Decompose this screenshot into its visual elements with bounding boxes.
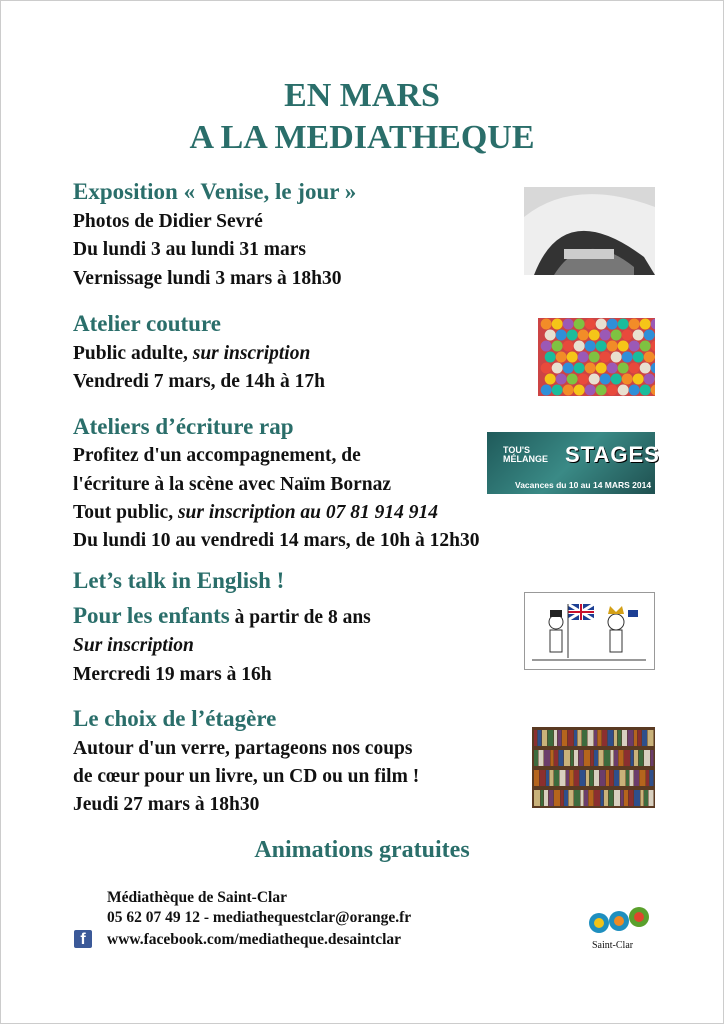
button-dot	[607, 341, 618, 352]
book-spine	[601, 790, 604, 806]
button-dot	[563, 385, 574, 396]
button-dot	[545, 330, 556, 341]
button-dot	[596, 385, 607, 396]
book-spine	[629, 790, 634, 806]
button-dot	[611, 352, 622, 363]
button-dot	[607, 363, 618, 374]
book-spine	[569, 790, 574, 806]
button-dot	[600, 352, 611, 363]
event-line: Du lundi 10 au vendredi 14 mars, de 10h à 12h30	[73, 530, 480, 551]
book-spine	[589, 790, 594, 806]
button-dot	[640, 385, 651, 396]
book-spine	[534, 730, 537, 746]
event-heading-english: Let’s talk in English !	[73, 568, 285, 593]
book-spine	[534, 770, 539, 786]
book-spine	[586, 770, 589, 786]
button-dot	[596, 341, 607, 352]
button-dot	[640, 341, 651, 352]
button-dot	[563, 319, 574, 330]
button-dot	[545, 352, 556, 363]
book-spine	[562, 730, 567, 746]
event-line: Pour les enfants à partir de 8 ans	[73, 603, 371, 628]
book-spine	[551, 750, 554, 766]
book-spine	[644, 790, 648, 806]
book-spine	[544, 750, 550, 766]
book-spine	[566, 770, 569, 786]
book-spine	[624, 790, 628, 806]
event-line: de cœur pour un livre, un CD ou un film !	[73, 766, 420, 787]
book-spine	[544, 790, 548, 806]
button-dot	[596, 319, 607, 330]
event-line: Tout public, sur inscription au 07 81 914 914	[73, 502, 439, 523]
book-spine	[594, 750, 598, 766]
button-dot	[552, 341, 563, 352]
book-spine	[631, 750, 634, 766]
button-dot	[629, 363, 640, 374]
book-spine	[581, 790, 584, 806]
button-dot	[585, 363, 596, 374]
button-dot	[600, 330, 611, 341]
book-spine	[640, 770, 646, 786]
button-dot	[585, 341, 596, 352]
button-dot	[629, 319, 640, 330]
book-spine	[546, 770, 549, 786]
book-spine	[604, 790, 608, 806]
button-dot	[618, 341, 629, 352]
event-line: Jeudi 27 mars à 18h30	[73, 794, 260, 815]
book-spine	[550, 770, 554, 786]
button-dot	[618, 319, 629, 330]
button-dot	[589, 374, 600, 385]
book-spine	[534, 750, 538, 766]
button-dot	[567, 352, 578, 363]
button-dot	[585, 319, 596, 330]
saint-clar-logo	[585, 903, 655, 937]
book-spine	[649, 790, 654, 806]
book-spine	[638, 730, 642, 746]
book-spine	[554, 790, 560, 806]
button-dot	[552, 363, 563, 374]
banner-caption: Vacances du 10 au 14 MARS 2014	[515, 480, 652, 490]
book-spine	[626, 770, 629, 786]
book-spine	[634, 770, 639, 786]
book-spine	[621, 790, 624, 806]
title-line-2: A LA MEDIATHEQUE	[189, 119, 535, 156]
button-dot	[640, 363, 651, 374]
button-dot	[600, 374, 611, 385]
book-spine	[560, 770, 566, 786]
book-spine	[610, 770, 614, 786]
button-dot	[611, 330, 622, 341]
button-dot	[563, 363, 574, 374]
button-dot	[556, 352, 567, 363]
button-dot	[578, 374, 589, 385]
book-spine	[608, 730, 614, 746]
book-spine	[644, 750, 650, 766]
book-spine	[538, 730, 542, 746]
event-heading-exposition: Exposition « Venise, le jour »	[73, 179, 357, 204]
book-spine	[574, 730, 577, 746]
button-dot	[567, 374, 578, 385]
book-spine	[634, 750, 638, 766]
button-dot	[611, 374, 622, 385]
event-line: Public adulte, sur inscription	[73, 343, 311, 364]
event-line: Autour d'un verre, partageons nos coups	[73, 738, 413, 759]
button-dot	[552, 385, 563, 396]
book-spine	[606, 770, 609, 786]
facebook-icon[interactable]: f	[74, 930, 92, 948]
button-dot	[622, 330, 633, 341]
book-spine	[584, 750, 590, 766]
book-spine	[564, 790, 568, 806]
event-line: Photos de Didier Sevré	[73, 211, 263, 232]
book-spine	[588, 730, 594, 746]
title-line-1: EN MARS	[284, 77, 440, 114]
book-spine	[574, 770, 579, 786]
book-spine	[570, 770, 574, 786]
book-spine	[639, 750, 644, 766]
button-dot	[629, 341, 640, 352]
book-spine	[554, 770, 559, 786]
button-dot	[541, 341, 552, 352]
button-dot	[541, 319, 552, 330]
book-spine	[600, 770, 606, 786]
book-spine	[614, 770, 619, 786]
button-dot	[633, 352, 644, 363]
book-spine	[648, 730, 654, 746]
event-heading-rap: Ateliers d’écriture rap	[73, 414, 294, 439]
rap-workshop-banner	[487, 432, 660, 494]
button-dot	[574, 385, 585, 396]
button-dot	[622, 352, 633, 363]
book-spine	[559, 750, 564, 766]
event-line: Vendredi 7 mars, de 14h à 17h	[73, 371, 325, 392]
book-spine	[634, 790, 640, 806]
animations-gratuites: Animations gratuites	[254, 837, 470, 863]
book-spine	[614, 750, 618, 766]
book-spine	[598, 730, 602, 746]
event-line: Sur inscription	[73, 635, 194, 656]
button-dot	[563, 341, 574, 352]
book-spine	[611, 750, 614, 766]
book-spine	[620, 770, 626, 786]
book-spine	[574, 790, 580, 806]
button-dot	[589, 352, 600, 363]
book-spine	[591, 750, 594, 766]
book-spine	[594, 790, 600, 806]
button-dot	[640, 319, 651, 330]
button-dot	[644, 352, 655, 363]
event-line: l'écriture à la scène avec Naïm Bornaz	[73, 474, 392, 495]
button-dot	[541, 385, 552, 396]
book-spine	[650, 770, 654, 786]
book-spine	[602, 730, 607, 746]
book-spine	[578, 730, 582, 746]
button-dot	[552, 319, 563, 330]
button-dot	[541, 363, 552, 374]
banner-logo-text: TOU'S MÉLANGE	[503, 445, 548, 464]
button-dot	[618, 385, 629, 396]
footer-library-name: Médiathèque de Saint-Clar	[107, 889, 287, 906]
button-dot	[578, 330, 589, 341]
book-spine	[618, 730, 622, 746]
book-spine	[574, 750, 578, 766]
book-spine	[651, 750, 654, 766]
book-spine	[619, 750, 624, 766]
book-spine	[594, 730, 597, 746]
book-spine	[561, 790, 564, 806]
button-dot	[574, 341, 585, 352]
event-line: Du lundi 3 au lundi 31 mars	[73, 239, 307, 260]
book-spine	[571, 750, 574, 766]
book-spine	[564, 750, 570, 766]
book-spine	[548, 730, 554, 746]
book-spine	[622, 730, 627, 746]
footer-facebook-link[interactable]: www.facebook.com/mediatheque.desaintclar	[107, 931, 402, 948]
banner-title: STAGES	[565, 442, 660, 467]
button-dot	[589, 330, 600, 341]
event-line: Mercredi 19 mars à 16h	[73, 664, 272, 685]
book-spine	[614, 730, 617, 746]
button-dot	[574, 319, 585, 330]
book-spine	[624, 750, 630, 766]
book-spine	[628, 730, 634, 746]
bookshelf-photo	[532, 727, 655, 808]
button-dot	[578, 352, 589, 363]
book-spine	[541, 790, 544, 806]
book-spine	[534, 790, 540, 806]
book-spine	[549, 790, 554, 806]
book-spine	[584, 790, 588, 806]
book-spine	[641, 790, 644, 806]
event-line: Vernissage lundi 3 mars à 18h30	[73, 268, 342, 289]
book-spine	[590, 770, 594, 786]
book-spine	[554, 750, 558, 766]
book-spine	[582, 730, 587, 746]
event-line: Profitez d'un accompagnement, de	[73, 445, 361, 466]
book-spine	[568, 730, 574, 746]
event-heading-couture: Atelier couture	[73, 311, 221, 336]
button-dot	[644, 330, 655, 341]
button-dot	[629, 385, 640, 396]
book-spine	[540, 770, 546, 786]
button-dot	[607, 385, 618, 396]
book-spine	[579, 750, 584, 766]
english-cartoon-illustration	[524, 592, 655, 670]
book-spine	[609, 790, 614, 806]
book-spine	[630, 770, 634, 786]
event-heading-etagere: Le choix de l’étagère	[73, 706, 277, 731]
book-spine	[580, 770, 586, 786]
buttons-photo	[538, 318, 655, 396]
button-dot	[633, 374, 644, 385]
button-dot	[596, 363, 607, 374]
button-dot	[545, 374, 556, 385]
button-dot	[574, 363, 585, 374]
book-spine	[554, 730, 557, 746]
button-dot	[607, 319, 618, 330]
button-dot	[585, 385, 596, 396]
book-spine	[594, 770, 599, 786]
book-spine	[558, 730, 562, 746]
venice-bridge-photo	[524, 187, 655, 275]
book-spine	[642, 730, 647, 746]
button-dot	[556, 374, 567, 385]
book-spine	[542, 730, 547, 746]
book-spine	[539, 750, 544, 766]
footer-contact[interactable]: 05 62 07 49 12 - mediathequestclar@orange.fr	[107, 909, 412, 926]
book-spine	[646, 770, 649, 786]
button-dot	[618, 363, 629, 374]
logo-text: Saint-Clar	[592, 940, 634, 951]
button-dot	[644, 374, 655, 385]
button-dot	[622, 374, 633, 385]
book-spine	[634, 730, 637, 746]
book-spine	[599, 750, 604, 766]
book-spine	[614, 790, 620, 806]
button-dot	[567, 330, 578, 341]
button-dot	[633, 330, 644, 341]
book-spine	[604, 750, 610, 766]
button-dot	[556, 330, 567, 341]
